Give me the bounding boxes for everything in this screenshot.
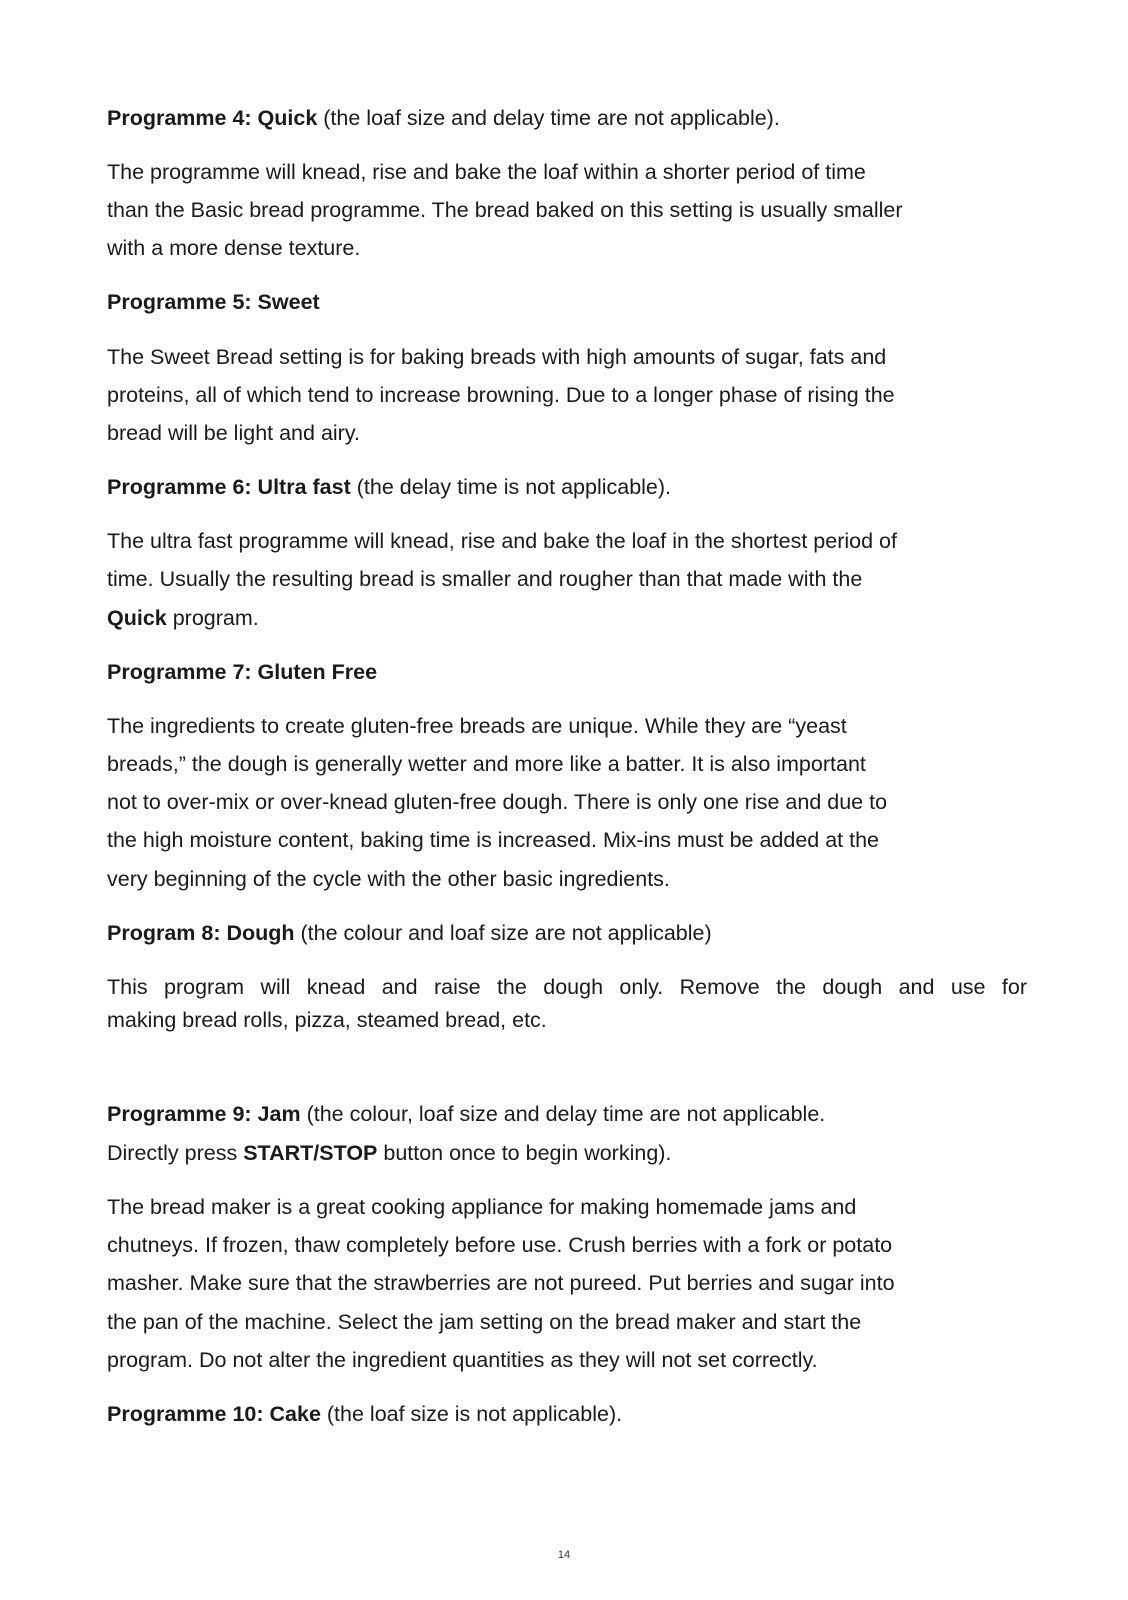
programme-4-heading: Programme 4: Quick (107, 106, 318, 130)
programme-4-body-line-3: with a more dense texture. (107, 236, 361, 260)
programme-7-body-line-2: breads,” the dough is generally wetter and more like a batter. It is also important (107, 752, 866, 776)
programme-9-note-suffix: button once to begin working). (377, 1141, 672, 1165)
programme-10-note: (the loaf size is not applicable). (320, 1402, 623, 1426)
programme-7-body-line-3: not to over-mix or over-knead gluten-free dough. There is only one rise and due to (107, 790, 888, 814)
programme-9-heading: Programme 9: Jam (107, 1102, 301, 1126)
programme-9-heading-line (107, 1100, 825, 1128)
program-8-note: (the colour and loaf size are not applicable) (294, 921, 712, 945)
programme-9-body-line-4: the pan of the machine. Select the jam setting on the bread maker and start the (107, 1310, 862, 1334)
programme-4-heading-line (107, 104, 780, 132)
programme-9-start-stop-ref: START/STOP (243, 1141, 378, 1165)
program-8-body-line-1: This program will knead and raise the dough only. Remove the dough and use for (107, 975, 1027, 999)
programme-6-heading: Programme 6: Ultra fast (107, 475, 351, 499)
page-number: 14 (557, 1549, 571, 1561)
programme-6-body-line-2: time. Usually the resulting bread is smaller and rougher than that made with the (107, 567, 863, 591)
programme-7-body-line-4: the high moisture content, baking time is increased. Mix-ins must be added at the (107, 828, 880, 852)
programme-9-body-line-3: masher. Make sure that the strawberries are not pureed. Put berries and sugar into (107, 1271, 895, 1295)
programme-5-heading-line (107, 288, 320, 316)
programme-9-body-line-2: chutneys. If frozen, thaw completely before use. Crush berries with a fork or potato (107, 1233, 893, 1257)
programme-9-note: (the colour, loaf size and delay time are not applicable. (300, 1102, 826, 1126)
programme-6-body-line-3 (107, 604, 259, 632)
programme-9-note-prefix: Directly press (107, 1141, 244, 1165)
programme-6-note: (the delay time is not applicable). (350, 475, 672, 499)
programme-4-note: (the loaf size and delay time are not applicable). (317, 106, 780, 130)
program-8-heading-line (107, 919, 712, 947)
programme-4-body-line-2: than the Basic bread programme. The bread baked on this setting is usually smaller (107, 198, 903, 222)
programme-7-heading: Programme 7: Gluten Free (107, 660, 378, 684)
programme-5-body-line-2: proteins, all of which tend to increase browning. Due to a longer phase of rising the (107, 383, 895, 407)
programme-5-body-line-1: The Sweet Bread setting is for baking breads with high amounts of sugar, fats and (107, 345, 887, 369)
programme-7-body-line-1: The ingredients to create gluten-free breads are unique. While they are “yeast (107, 714, 847, 738)
document-page (107, 0, 1027, 1600)
programme-9-body-line-5: program. Do not alter the ingredient quantities as they will not set correctly. (107, 1348, 818, 1372)
programme-7-body-line-5: very beginning of the cycle with the other basic ingredients. (107, 867, 670, 891)
programme-6-heading-line (107, 473, 671, 501)
program-8-body-line-2: making bread rolls, pizza, steamed bread, etc. (107, 1008, 547, 1032)
programme-6-body-line-1: The ultra fast programme will knead, rise and bake the loaf in the shortest period of (107, 529, 897, 553)
programme-5-body-line-3: bread will be light and airy. (107, 421, 360, 445)
programme-6-quick-ref: Quick (107, 606, 167, 630)
programme-9-body-line-1: The bread maker is a great cooking appliance for making homemade jams and (107, 1195, 857, 1219)
programme-10-heading-line (107, 1400, 622, 1428)
program-8-heading: Program 8: Dough (107, 921, 295, 945)
programme-5-heading: Programme 5: Sweet (107, 290, 320, 314)
programme-4-body-line-1: The programme will knead, rise and bake the loaf within a shorter period of time (107, 160, 866, 184)
programme-9-note-line-2 (107, 1139, 671, 1167)
programme-6-body-end: program. (166, 606, 259, 630)
programme-7-heading-line (107, 658, 377, 686)
programme-10-heading: Programme 10: Cake (107, 1402, 321, 1426)
